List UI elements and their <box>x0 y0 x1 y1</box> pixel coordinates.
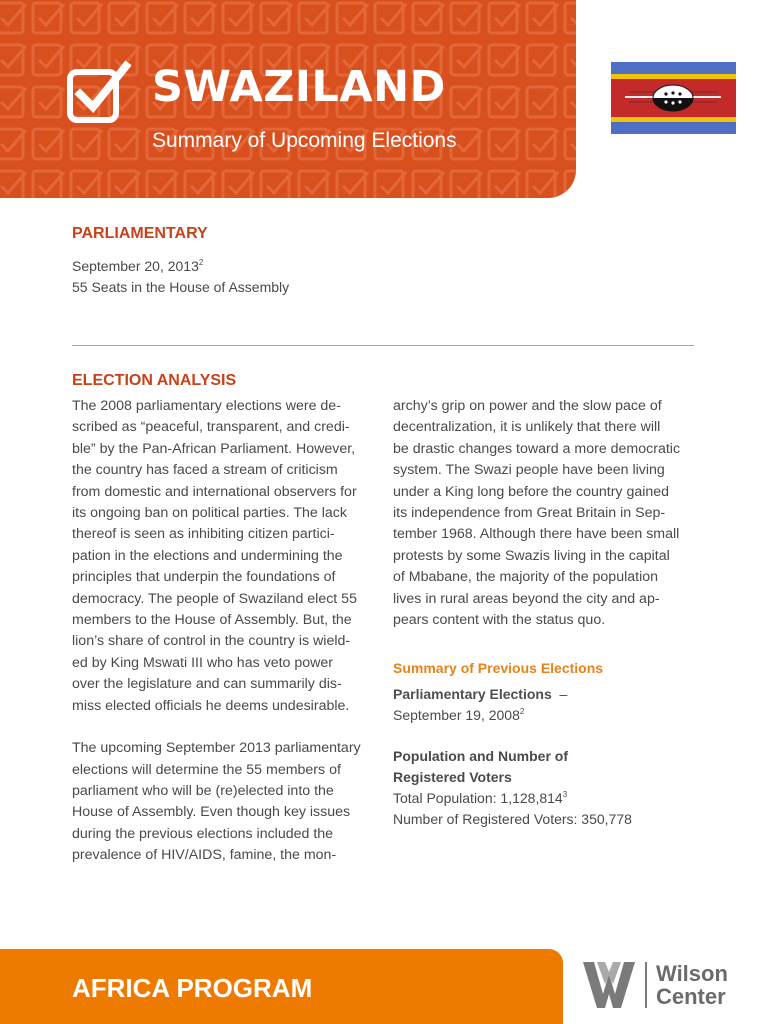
analysis-line: lives in rural areas beyond the city and ap- <box>393 590 660 607</box>
program-title: AFRICA PROGRAM <box>72 973 313 1003</box>
country-title: SWAZILAND <box>152 62 446 112</box>
analysis-line: parliament who will be (re)elected into the <box>72 782 334 799</box>
analysis-left-column <box>72 396 382 867</box>
election-date: September 20, 2013$^2$ <box>72 258 204 274</box>
analysis-line: under a King long before the country gained <box>393 483 670 500</box>
analysis-line: protests by some Swazis living in the capital <box>393 547 670 564</box>
analysis-line: democracy. The people of Swaziland elect 55 <box>72 590 357 607</box>
analysis-line: of Mbabane, the majority of the population <box>393 569 659 586</box>
analysis-line: the country has faced a stream of criticism <box>72 462 338 479</box>
analysis-line: miss elected officials he deems undesirable. <box>72 697 350 714</box>
analysis-line: from domestic and international observers for <box>72 483 357 500</box>
logo-separator <box>645 962 647 1008</box>
analysis-line: ed by King Mswati III who has veto power <box>72 654 334 671</box>
population-heading-line-2: Registered Voters <box>393 769 512 785</box>
analysis-line: House of Assembly. Even though key issues <box>72 804 351 821</box>
analysis-line: decentralization, it is unlikely that there will <box>393 419 661 436</box>
analysis-right-column <box>393 396 703 631</box>
analysis-line: pears content with the status quo. <box>393 612 606 629</box>
previous-elections-heading: Summary of Previous Elections <box>393 660 604 676</box>
swaziland-flag-icon <box>611 62 736 134</box>
wilson-center-wordmark <box>656 962 728 1008</box>
election-analysis-heading: ELECTION ANALYSIS <box>72 372 237 389</box>
analysis-line: lion’s share of control in the country is wield- <box>72 633 351 650</box>
analysis-line: system. The Swazi people have been living <box>393 462 665 479</box>
analysis-line: thereof is seen as inhibiting citizen partici- <box>72 526 335 543</box>
analysis-line: principles that underpin the foundations of <box>72 569 336 586</box>
analysis-line: archy’s grip on power and the slow pace of <box>393 398 662 414</box>
analysis-line: be drastic changes toward a more democratic <box>393 440 681 457</box>
checkbox-check-icon <box>66 60 132 126</box>
registered-voters: Number of Registered Voters: 350,778 <box>393 811 632 827</box>
brand-line-2: Center <box>656 984 726 1009</box>
analysis-line: members to the House of Assembly. But, the <box>72 612 352 629</box>
analysis-line: prevalence of HIV/AIDS, famine, the mon- <box>72 847 337 864</box>
analysis-line: elections will determine the 55 members of <box>72 761 341 778</box>
seats-info: 55 Seats in the House of Assembly <box>72 279 290 295</box>
analysis-line: The upcoming September 2013 parliamentary <box>72 740 361 757</box>
analysis-line: during the previous elections included the <box>72 825 334 842</box>
parliamentary-heading: PARLIAMENTARY <box>72 225 208 242</box>
analysis-line: The 2008 parliamentary elections were de- <box>72 398 341 414</box>
previous-election-date: September 19, 2008$^2$ <box>393 707 525 723</box>
analysis-line: scribed as “peaceful, transparent, and credi- <box>72 419 350 436</box>
wilson-w-logo-icon <box>583 962 635 1008</box>
analysis-line: its ongoing ban on political parties. The lack <box>72 505 347 522</box>
analysis-line: tember 1968. Although there have been small <box>393 526 680 543</box>
brand-line-1: Wilson <box>656 961 728 986</box>
analysis-line: over the legislature and can summarily dis- <box>72 676 342 693</box>
total-population: Total Population: 1,128,814$^3$ <box>393 790 568 806</box>
population-heading-line-1: Population and Number of <box>393 748 568 764</box>
analysis-line: its independence from Great Britain in Sep- <box>393 505 666 522</box>
page-subtitle: Summary of Upcoming Elections <box>152 129 457 152</box>
analysis-line: ble” by the Pan-African Parliament. However, <box>72 440 356 457</box>
header-banner <box>0 0 576 198</box>
section-divider <box>72 345 694 346</box>
parliamentary-elections-label: Parliamentary Elections – <box>393 686 568 702</box>
analysis-line: pation in the elections and undermining the <box>72 547 343 564</box>
